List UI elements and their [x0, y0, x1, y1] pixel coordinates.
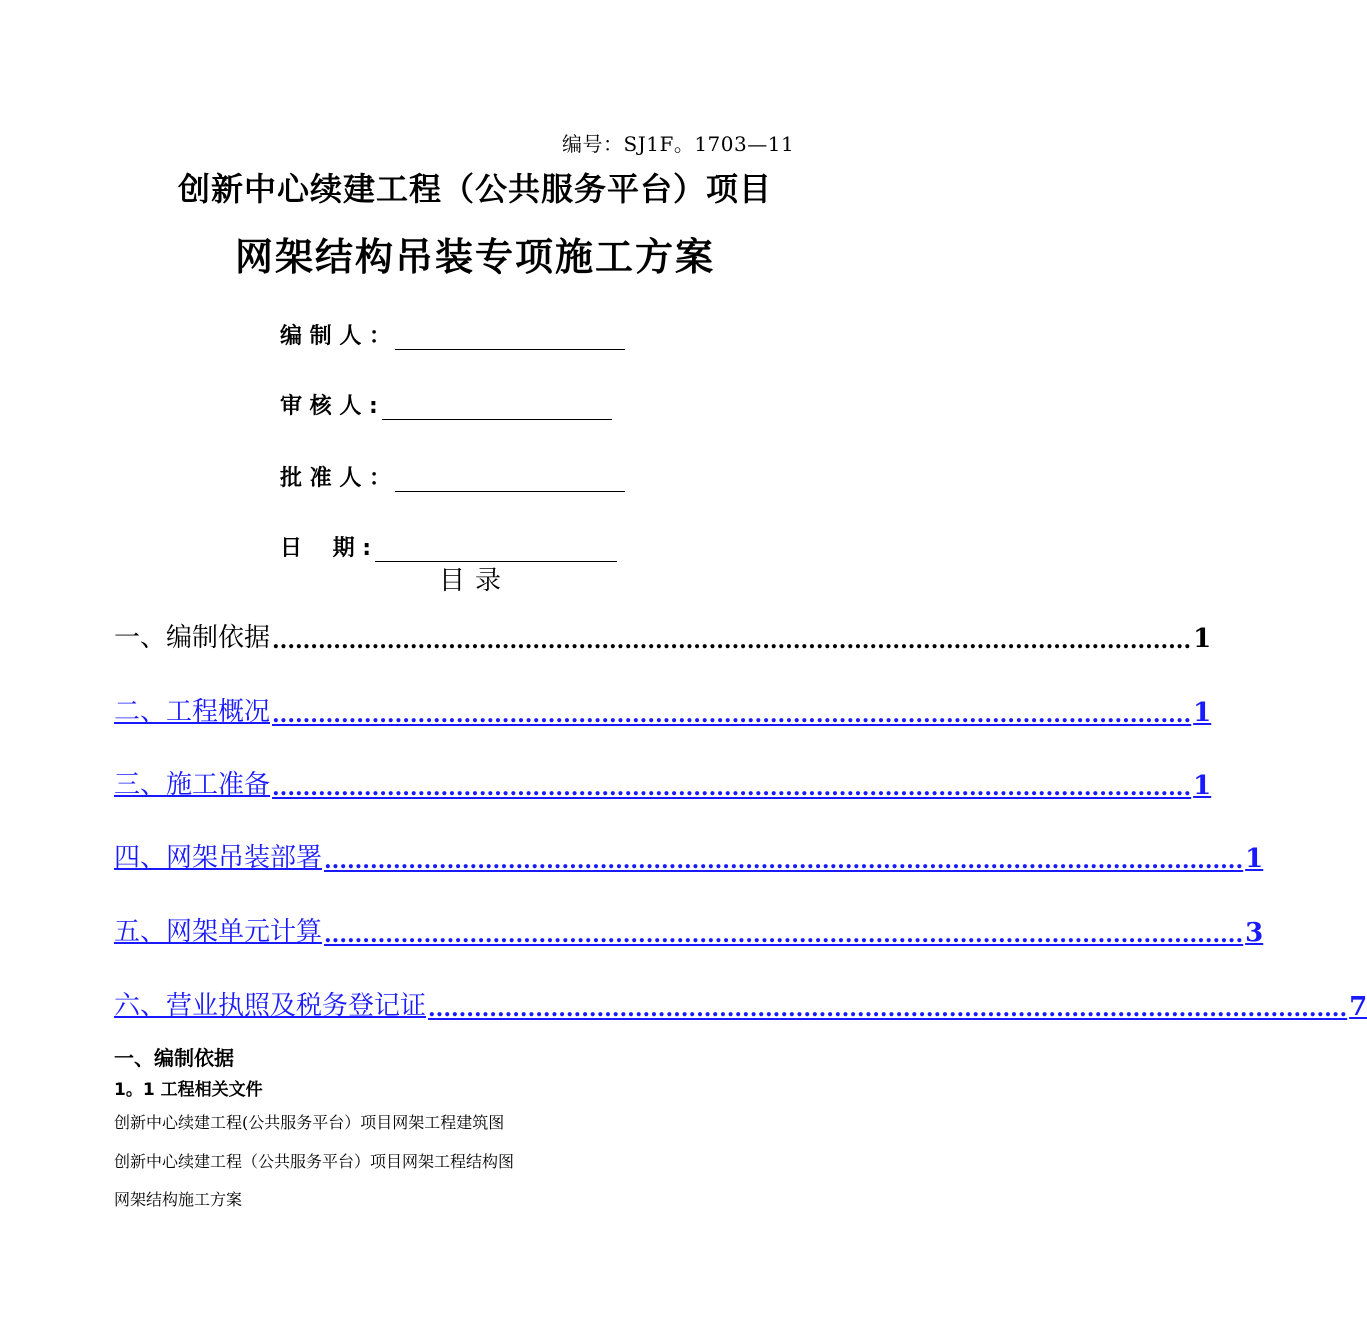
toc-leader: ........................................................................................................................	[272, 775, 1192, 801]
toc-item-label: 四、网架吊装部署	[114, 843, 323, 873]
subsection-heading: 1。1 工程相关文件	[114, 1080, 263, 1100]
signature-row-approver	[280, 460, 625, 492]
toc-page-number: 1	[1245, 844, 1264, 874]
signature-label: 批 准 人 ：	[280, 466, 391, 491]
toc-page-number: 1	[1193, 624, 1212, 654]
toc-leader: ........................................................................................................................	[324, 922, 1244, 948]
signature-row-compiler	[280, 318, 625, 350]
toc-page-number: 7	[1349, 992, 1367, 1022]
toc-leader: ........................................................................................................................	[272, 702, 1192, 728]
toc-item-label: 五、网架单元计算	[114, 917, 323, 947]
signature-label: 编 制 人 ：	[280, 324, 391, 349]
toc-page-number: 1	[1193, 698, 1212, 728]
document-number: 编号：SJ1F。1703—11	[562, 132, 795, 156]
toc-item	[114, 614, 1212, 654]
toc-item-label: 二、工程概况	[114, 697, 271, 727]
signature-line	[382, 393, 612, 420]
signature-line	[395, 465, 625, 492]
body-text-line: 创新中心续建工程(公共服务平台）项目网架工程建筑图	[114, 1113, 505, 1132]
document-title: 网架结构吊装专项施工方案	[234, 235, 715, 279]
signature-label: 日 期 :	[280, 536, 372, 561]
toc-item-label: 六、营业执照及税务登记证	[114, 991, 427, 1021]
toc-link-calculation[interactable]	[114, 908, 1264, 948]
toc-link-overview[interactable]	[114, 688, 1212, 728]
signature-line	[395, 323, 625, 350]
signature-row-reviewer	[280, 388, 612, 420]
toc-link-preparation[interactable]	[114, 761, 1212, 801]
signature-label: 审 核 人 :	[280, 394, 378, 419]
toc-item-label: 三、施工准备	[114, 770, 271, 800]
toc-leader: ........................................................................................................................	[324, 848, 1244, 874]
toc-page-number: 1	[1193, 771, 1212, 801]
toc-page-number: 3	[1245, 918, 1264, 948]
toc-title: 目录	[438, 566, 511, 596]
toc-link-license[interactable]	[114, 982, 1367, 1022]
project-title: 创新中心续建工程（公共服务平台）项目	[177, 170, 772, 208]
section-heading: 一、编制依据	[114, 1046, 234, 1070]
toc-leader: ........................................................................................................................	[428, 996, 1348, 1022]
toc-link-hoisting[interactable]	[114, 834, 1264, 874]
body-text-line: 网架结构施工方案	[114, 1190, 243, 1209]
signature-line	[375, 535, 617, 562]
toc-item-label: 一、编制依据	[114, 623, 271, 653]
signature-row-date	[280, 530, 617, 562]
toc-leader: ........................................................................................................................	[272, 628, 1192, 654]
body-text-line: 创新中心续建工程（公共服务平台）项目网架工程结构图	[114, 1152, 515, 1171]
